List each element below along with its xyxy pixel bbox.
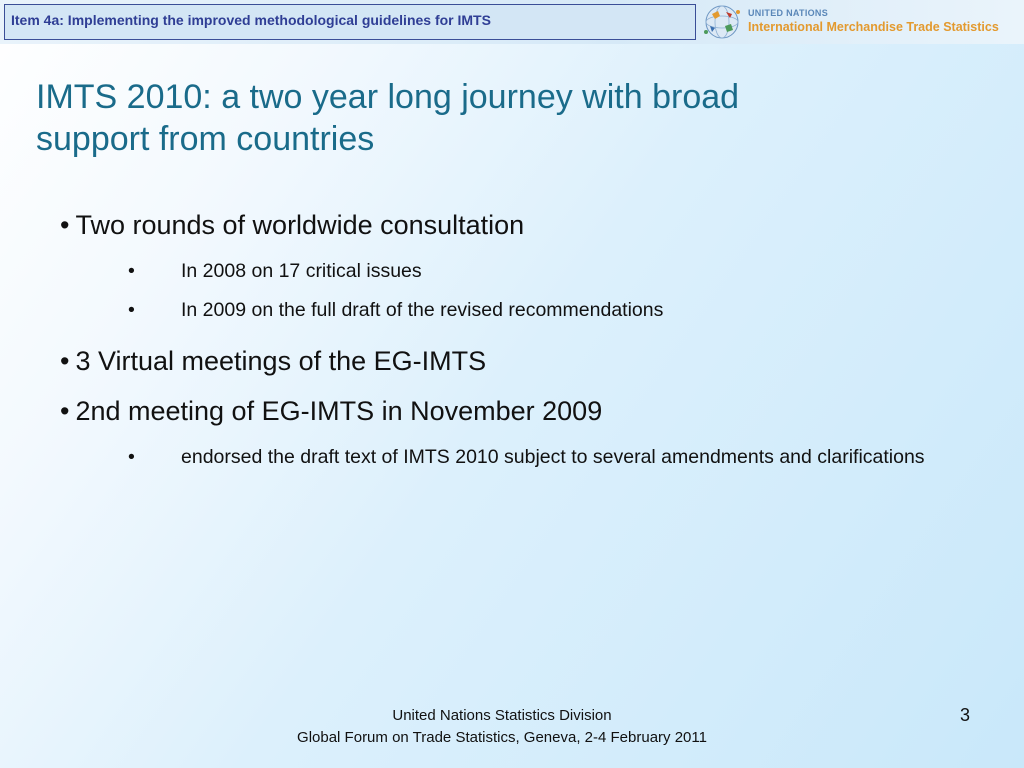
imts-logo: [700, 2, 1020, 42]
bullet-dot: •: [60, 210, 70, 240]
bullet-text: 2nd meeting of EG-IMTS in November 2009: [75, 396, 603, 426]
logo-name-text: International Merchandise Trade Statistics: [748, 20, 999, 34]
slide-title-line-2: support from countries: [36, 120, 375, 158]
bullet-dot: •: [60, 396, 70, 426]
footer-line-2: Global Forum on Trade Statistics, Geneva, 2-4 February 2011: [297, 729, 707, 746]
sub-bullet-dot: •: [128, 260, 135, 282]
slide-content: [60, 205, 980, 480]
logo-org-text: UNITED NATIONS: [748, 8, 829, 18]
bullet-text: Two rounds of worldwide consultation: [75, 210, 525, 240]
sub-bullet-text: In 2009 on the full draft of the revised recommendations: [181, 299, 664, 321]
globe-icon: [700, 2, 746, 42]
sub-bullet-2009: [60, 294, 961, 327]
sub-bullet-2008: [60, 255, 961, 288]
sub-bullet-text: In 2008 on 17 critical issues: [181, 260, 422, 282]
sub-bullet-dot: •: [128, 299, 135, 321]
slide-title-line-1: IMTS 2010: a two year long journey with broad: [36, 78, 740, 116]
page-number: 3: [959, 705, 970, 725]
sub-bullet-dot: •: [128, 446, 135, 468]
bullet-virtual-meetings: [60, 341, 980, 381]
header-bar: [0, 0, 1024, 44]
footer: [0, 705, 1004, 749]
bullet-2nd-meeting: [60, 391, 980, 431]
bullet-consultation: [60, 205, 980, 245]
bullet-dot: •: [60, 346, 70, 376]
slide-title: [36, 76, 936, 160]
footer-line-1: United Nations Statistics Division: [392, 707, 612, 724]
bullet-text: 3 Virtual meetings of the EG-IMTS: [75, 346, 487, 376]
item-title: Item 4a: Implementing the improved methodological guidelines for IMTS: [4, 4, 696, 40]
sub-bullet-endorsed: [60, 441, 961, 474]
sub-bullet-text: endorsed the draft text of IMTS 2010 subject to several amendments and clarifications: [181, 446, 925, 468]
